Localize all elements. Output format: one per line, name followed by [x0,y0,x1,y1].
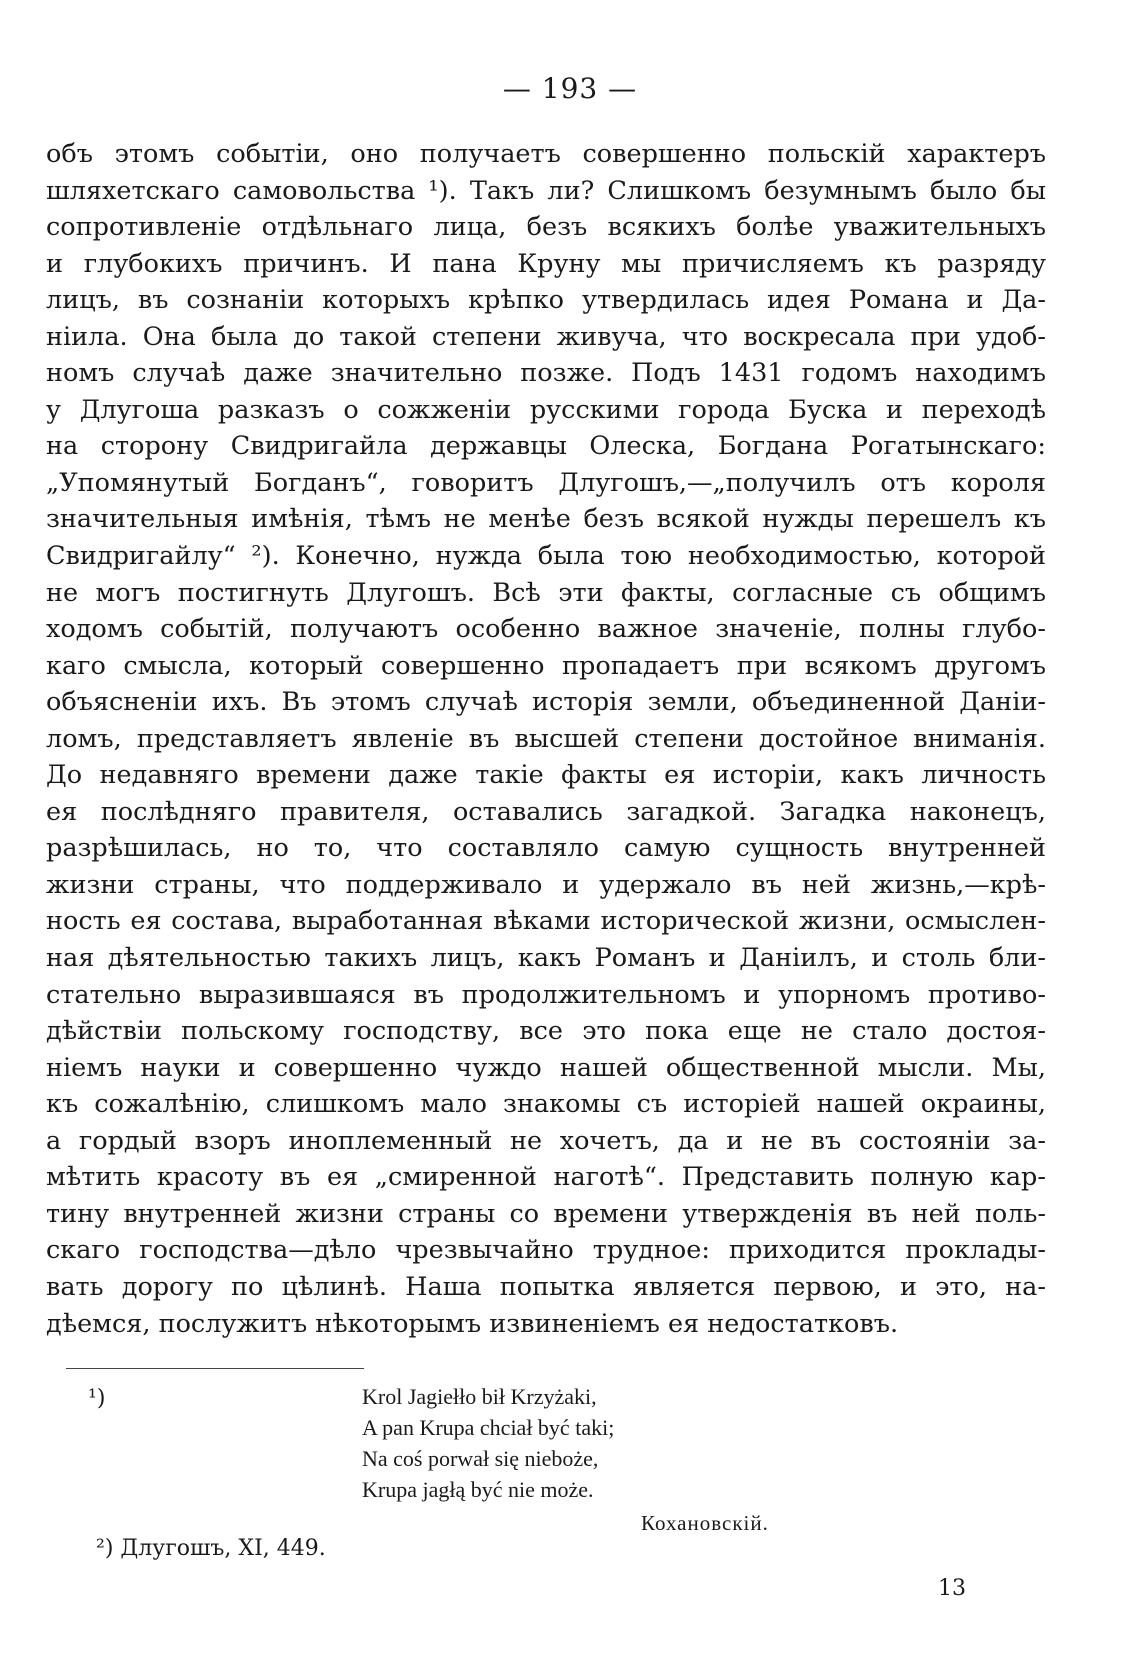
text-line: ломъ, представляетъ явленіе въ высшей степени достойное вниманія. [46,723,1046,754]
text-line: къ сожалѣнію, слишкомъ мало знакомы съ исторіей нашей окраины, [46,1089,1046,1120]
text-line: жизни страны, что поддерживало и удержало въ ней жизнь,—крѣ- [46,869,1046,900]
text-line: у Длугоша разказъ о сожженіи русскими города Буска и переходѣ [46,394,1046,425]
footnote-1-marker: ¹) [88,1386,106,1411]
text-line: объ этомъ событіи, оно получаетъ совершенно польскій характеръ [46,139,1046,169]
text-line: каго смысла, который совершенно пропадаетъ при всякомъ другомъ [46,650,1046,681]
text-line: мѣтить красоту въ ея „смиренной наготѣ“. Представить полную кар- [46,1162,1046,1193]
text-line: на сторону Свидригайла державцы Олеска, Богдана Рогатынскаго: [46,431,1046,462]
footnote-divider [66,1368,364,1369]
poem-verse: Na coś porwał się nieboże, [362,1446,599,1471]
text-line: лицъ, въ сознаніи которыхъ крѣпко утвердилась идея Романа и Да- [46,285,1046,316]
text-line: разрѣшилась, но то, что составляло самую сущность внутренней [46,833,1046,864]
poem-verse: A pan Krupa chciał być taki; [362,1415,615,1440]
poem-author: Кохановскій. [641,1511,769,1535]
poem-verse: Krupa jagłą być nie może. [362,1477,594,1502]
text-line: ность ея состава, выработанная вѣками исторической жизни, осмыслен- [46,906,1046,937]
text-line: ная дѣятельностью такихъ лицъ, какъ Романъ и Даніилъ, и столь бли- [46,943,1046,974]
text-line: номъ случаѣ даже значительно позже. Подъ 1431 годомъ находимъ [46,358,1046,389]
text-line: Свидригайлу“ ²). Конечно, нужда была тою необходимостью, которой [46,541,1046,572]
text-line: ея послѣдняго правителя, оставались загадкой. Загадка наконецъ, [46,796,1046,827]
footnote-1-poem [362,1381,769,1541]
text-line: сопротивленіе отдѣльнаго лица, безъ всякихъ болѣе уважительныхъ [46,212,1046,243]
poem-verse: Krol Jagiełło bił Krzyżaki, [362,1384,597,1409]
text-line: вать дорогу по цѣлинѣ. Наша попытка является первою, и это, на- [46,1271,1046,1302]
footnote-2: ²) Длугошъ, XI, 449. [96,1536,326,1561]
text-line: объясненіи ихъ. Въ этомъ случаѣ исторія земли, объединенной Даніи- [46,687,1046,718]
text-line: дѣйствіи польскому господству, все это пока еще не стало достоя- [46,1016,1046,1047]
text-line: и глубокихъ причинъ. И пана Круну мы причисляемъ къ разряду [46,248,1046,279]
text-line: не могъ постигнуть Длугошъ. Всѣ эти факты, согласные съ общимъ [46,577,1046,608]
text-line: До недавняго времени даже такіе факты ея исторіи, какъ личность [46,760,1046,791]
text-line: тину внутренней жизни страны со времени утвержденія въ ней поль- [46,1198,1046,1229]
text-line: ходомъ событій, получаютъ особенно важное значеніе, полны глубо- [46,614,1046,645]
text-line: скаго господства—дѣло чрезвычайно трудное: приходится проклады- [46,1235,1046,1266]
text-line: шляхетскаго самовольства ¹). Такъ ли? Слишкомъ безумнымъ было бы [46,175,1046,206]
text-line: дѣемся, послужитъ нѣкоторымъ извиненіемъ ея недостатковъ. [46,1308,899,1339]
text-line: ніила. Она была до такой степени живуча, что воскресала при удоб- [46,321,1046,352]
page-number: — 193 — [502,72,638,105]
text-line: ніемъ науки и совершенно чуждо нашей общественной мысли. Мы, [46,1052,1046,1083]
text-line: значительныя имѣнія, тѣмъ не менѣе безъ всякой нужды перешелъ къ [46,504,1046,535]
text-line: „Упомянутый Богданъ“, говоритъ Длугошъ,—„получилъ отъ короля [46,467,1046,498]
body-text [46,136,1046,1342]
text-line: а гордый взоръ иноплеменный не хочетъ, да и не въ состояніи за- [46,1125,1046,1156]
text-line: стательно выразившаяся въ продолжительномъ и упорномъ противо- [46,979,1046,1010]
printer-signature-mark: 13 [938,1576,966,1601]
